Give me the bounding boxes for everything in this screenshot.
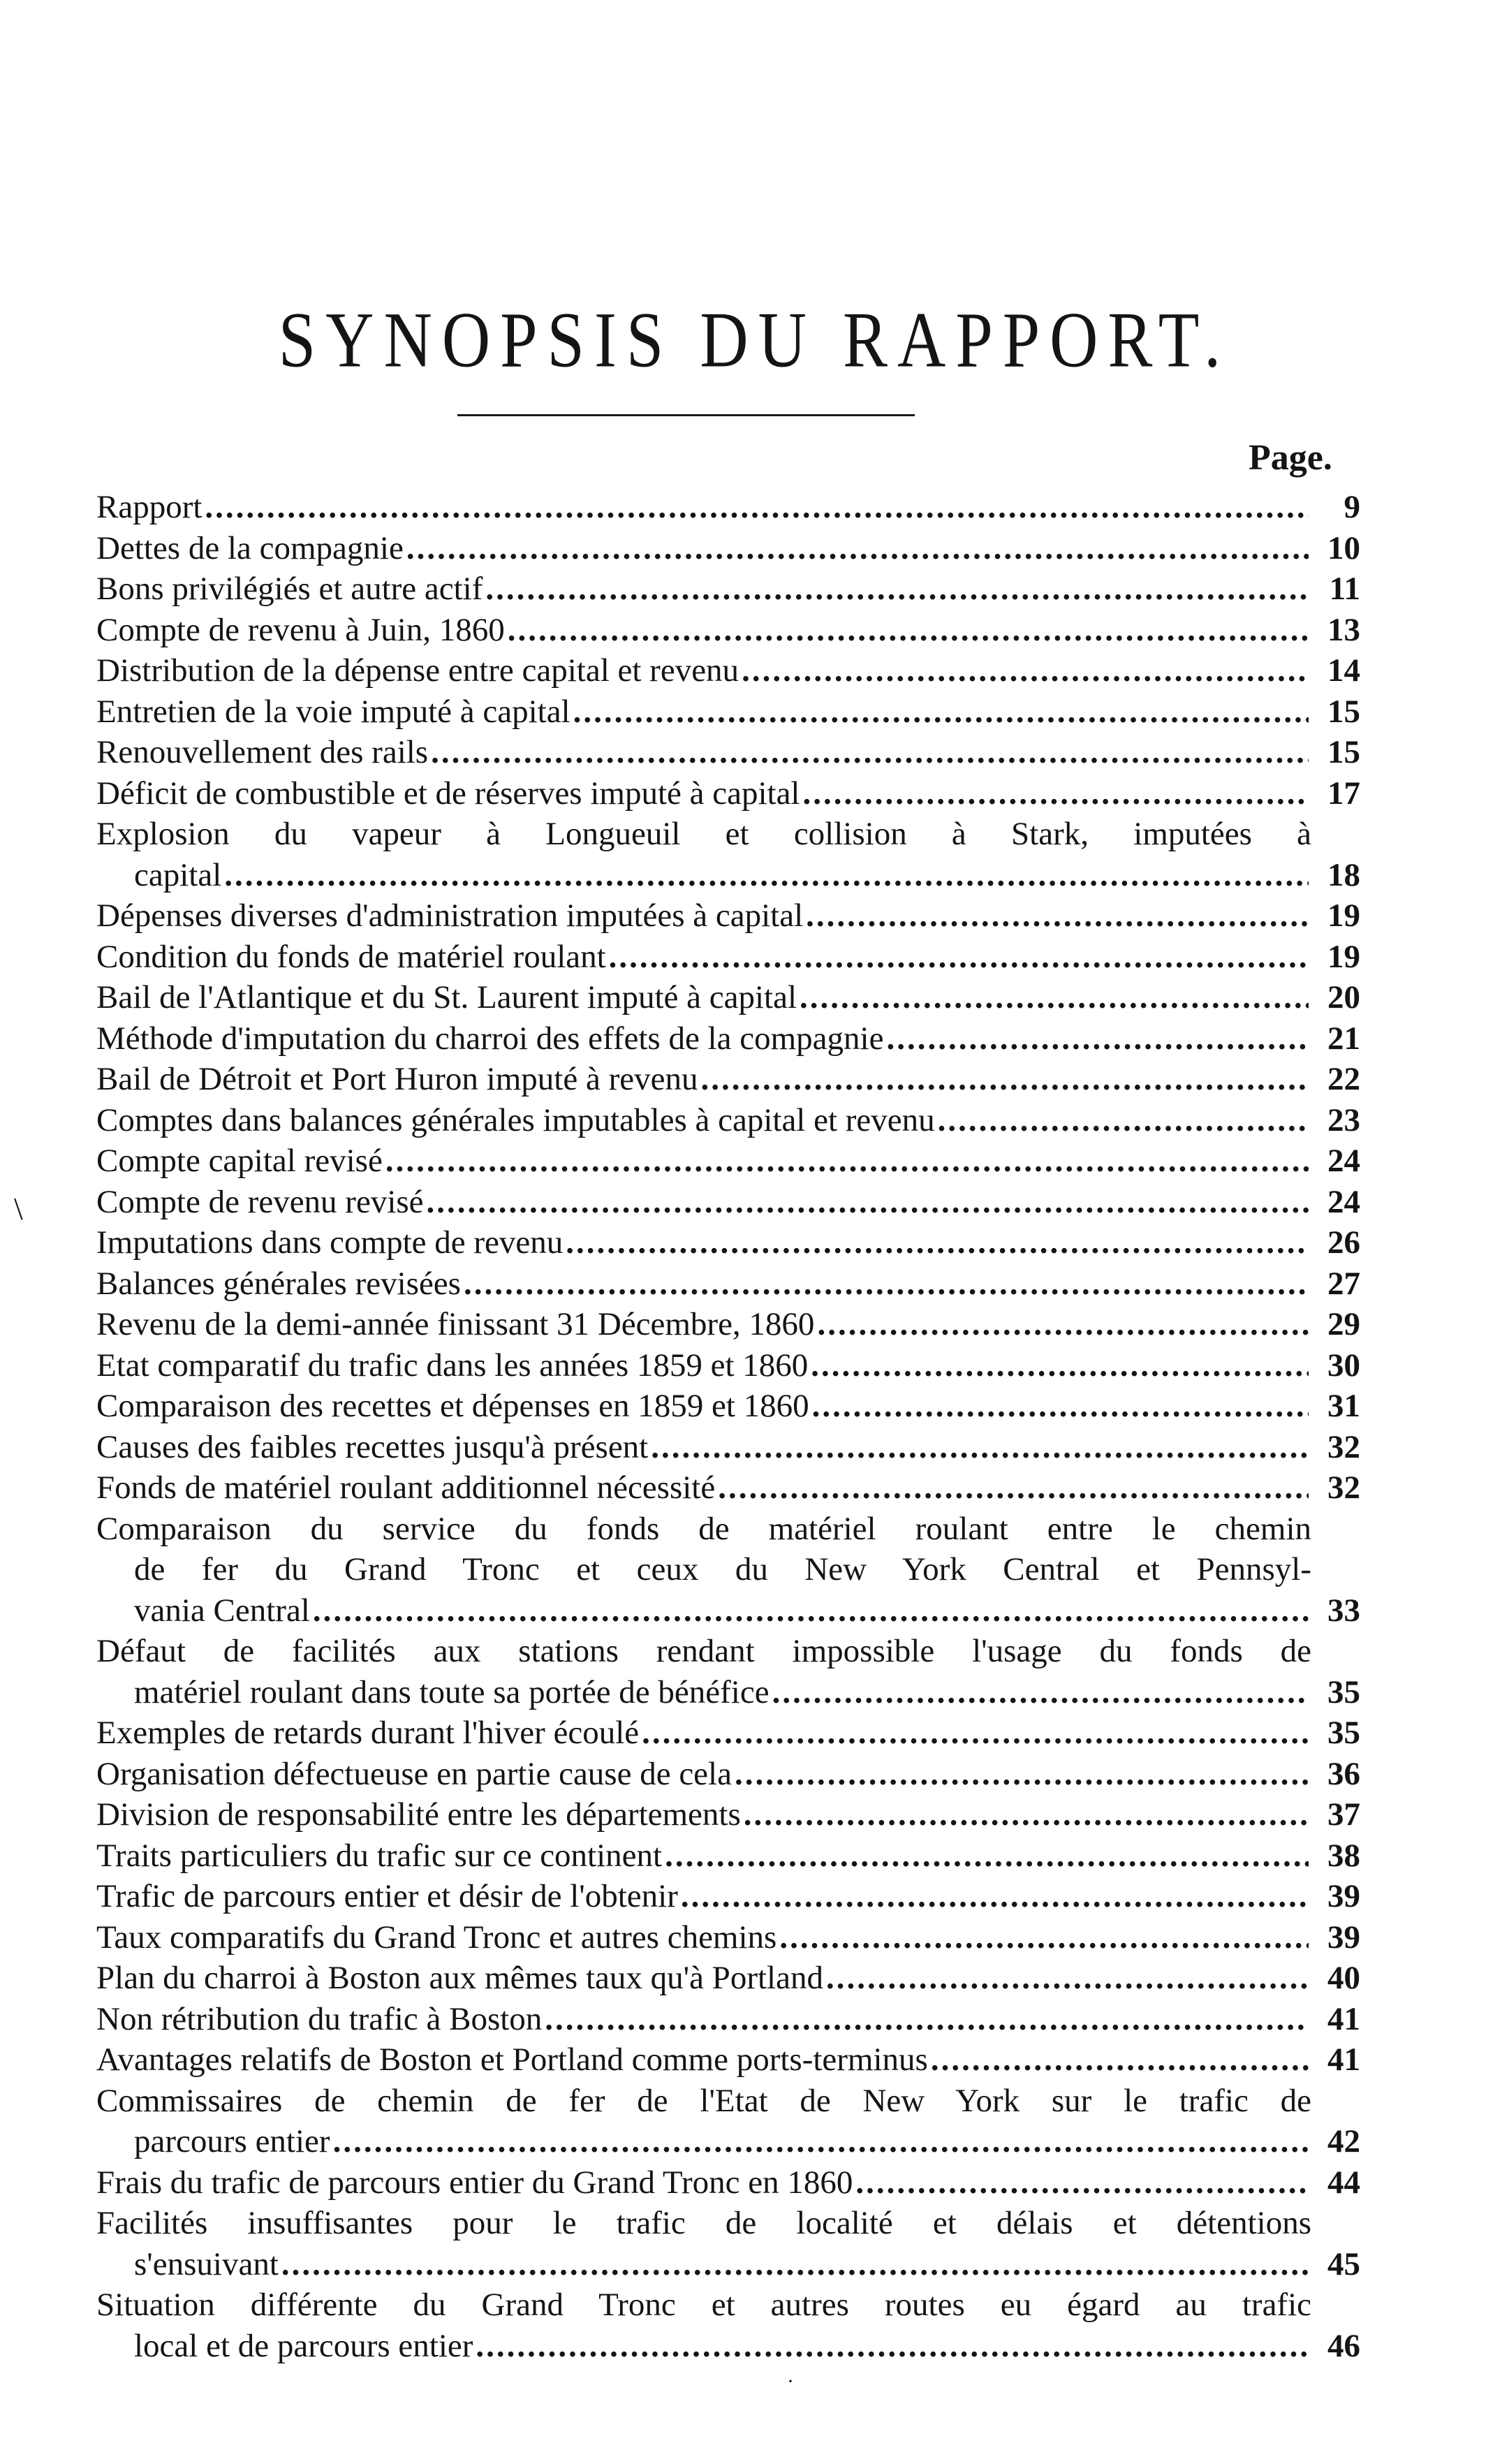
toc-entry (96, 1059, 1360, 1100)
toc-entry (96, 691, 1360, 733)
toc-entry-text: Compte de revenu à Juin, 1860 (96, 611, 505, 648)
dot-leader (681, 1876, 1309, 1917)
toc-entry-line (96, 487, 1311, 528)
dot-leader (427, 1182, 1309, 1223)
toc-entry-line (96, 569, 1311, 610)
toc-entry-text: Compte de revenu revisé (96, 1183, 424, 1220)
toc-entry-text: Plan du charroi à Boston aux mêmes taux qu'à Portland (96, 1960, 823, 1996)
toc-page-number: 30 (1327, 1347, 1360, 1384)
toc-entry-line (96, 1672, 1311, 1713)
toc-entry-line (96, 1345, 1311, 1386)
toc-entry-line (96, 895, 1311, 937)
dot-leader (333, 2121, 1309, 2162)
toc-entry-line (96, 1263, 1311, 1305)
dot-leader (938, 1100, 1309, 1141)
toc-entry-line (96, 610, 1311, 651)
toc-page-number: 37 (1327, 1796, 1360, 1833)
dot-leader (826, 1958, 1309, 1999)
toc-entry-line (96, 691, 1311, 733)
dot-leader (779, 1917, 1309, 1958)
toc-entry-text: matériel roulant dans toute sa portée de bénéfice (134, 1673, 770, 1710)
toc-entry-line (96, 1222, 1311, 1263)
toc-page-number: 39 (1327, 1878, 1360, 1914)
toc-entry-line (96, 1304, 1311, 1345)
dot-leader (700, 1059, 1309, 1100)
toc-page-number: 33 (1327, 1592, 1360, 1629)
toc-page-number: 19 (1327, 938, 1360, 975)
toc-entry-text: Taux comparatifs du Grand Tronc et autres chemins (96, 1919, 777, 1956)
toc-entry-line (96, 814, 1311, 855)
toc-page-number: 36 (1327, 1755, 1360, 1792)
toc-entry-line (96, 937, 1311, 978)
toc-entry (96, 1386, 1360, 1427)
toc-entry-text: Dettes de la compagnie (96, 529, 404, 566)
toc-entry (96, 937, 1360, 978)
toc-page-number: 27 (1327, 1265, 1360, 1302)
toc-page-number: 19 (1327, 897, 1360, 934)
toc-entry-text: Comparaison des recettes et dépenses en 1859 et 1860 (96, 1388, 809, 1424)
toc-entry-text: Non rétribution du trafic à Boston (96, 2000, 543, 2037)
toc-entry-text: local et de parcours entier (134, 2327, 473, 2364)
toc-entry (96, 1876, 1360, 1917)
toc-entry-line (96, 1182, 1311, 1223)
toc-entry-text: Bons privilégiés et autre actif (96, 571, 483, 607)
toc-page-number: 17 (1327, 775, 1360, 812)
toc-page-number: 13 (1327, 611, 1360, 648)
toc-entry (96, 1018, 1360, 1059)
dot-leader (931, 2039, 1309, 2081)
toc-entry-text: Etat comparatif du trafic dans les années 1859 et 1860 (96, 1347, 809, 1384)
toc-entry-text: Commissaires de chemin de fer de l'Etat de New York sur le trafic de (96, 2082, 1311, 2119)
dot-leader (431, 732, 1309, 773)
toc-entry-text: Organisation défectueuse en partie cause de cela (96, 1755, 732, 1792)
toc-entry-text: Bail de Détroit et Port Huron imputé à revenu (96, 1061, 698, 1097)
dot-leader (886, 1018, 1309, 1059)
toc-entry-line (96, 1141, 1311, 1182)
toc-entry-line (96, 1427, 1311, 1468)
toc-entry (96, 1100, 1360, 1141)
toc-entry-text: Situation différente du Grand Tronc et autres routes eu égard au trafic (96, 2287, 1311, 2323)
toc-page-number: 24 (1327, 1183, 1360, 1220)
toc-entry-text: Trafic de parcours entier et désir de l'obtenir (96, 1878, 678, 1914)
dot-leader (205, 487, 1309, 528)
toc-entry-line (96, 1100, 1311, 1141)
dot-leader (812, 1386, 1309, 1427)
toc-entry (96, 1999, 1360, 2040)
toc-page-number: 23 (1327, 1101, 1360, 1138)
toc-page-number: 41 (1327, 2000, 1360, 2037)
toc-entry-line (96, 1999, 1311, 2040)
toc-entry-text: Exemples de retards durant l'hiver écoulé (96, 1715, 640, 1751)
toc-entry (96, 2039, 1360, 2081)
toc-entry (96, 1917, 1360, 1958)
toc-page-number: 42 (1327, 2123, 1360, 2159)
page-title: SYNOPSIS DU RAPPORT. (278, 295, 1231, 384)
toc-entry (96, 569, 1360, 610)
toc-page-number: 35 (1327, 1715, 1360, 1751)
toc-entry (96, 1835, 1360, 1877)
toc-entry (96, 2203, 1360, 2285)
toc-entry-line (96, 732, 1311, 773)
dot-leader (735, 1754, 1309, 1795)
toc-entry-text: Comptes dans balances générales imputables à capital et revenu (96, 1101, 935, 1138)
dot-leader (718, 1467, 1309, 1509)
toc-entry (96, 1222, 1360, 1263)
toc-entry (96, 1509, 1360, 1631)
dot-leader (476, 2326, 1309, 2367)
toc-entry-text: Méthode d'imputation du charroi des effets de la compagnie (96, 1020, 884, 1057)
dot-leader (800, 977, 1309, 1018)
toc-entry (96, 2285, 1360, 2366)
title-rule (457, 414, 915, 416)
toc-entry-line (96, 2162, 1311, 2203)
toc-entry-text: Distribution de la dépense entre capital et revenu (96, 652, 739, 689)
toc-entry-text: Renouvellement des rails (96, 734, 429, 770)
toc-page-number: 32 (1327, 1428, 1360, 1465)
dot-leader (744, 1794, 1309, 1835)
toc-page-number: 46 (1327, 2327, 1360, 2364)
toc-entry (96, 2162, 1360, 2203)
toc-page-number: 31 (1327, 1388, 1360, 1424)
bottom-speck: · (787, 2370, 794, 2393)
dot-leader (406, 528, 1309, 569)
toc-entry-text: Défaut de facilités aux stations rendant impossible l'usage du fonds de (96, 1633, 1311, 1669)
toc-entry (96, 1754, 1360, 1795)
toc-entry-text: Rapport (96, 489, 203, 525)
toc-entry-text: Condition du fonds de matériel roulant (96, 938, 606, 975)
toc-entry-line (96, 1794, 1311, 1835)
toc-entry (96, 610, 1360, 651)
dot-leader (742, 650, 1309, 691)
toc-page-number: 39 (1327, 1919, 1360, 1956)
page-column-label: Page. (1249, 438, 1332, 478)
toc-entry-text: Balances générales revisées (96, 1265, 461, 1302)
toc-entry-line (96, 528, 1311, 569)
toc-entry-line (96, 1713, 1311, 1754)
dot-leader (642, 1713, 1309, 1754)
toc-entry-text: Division de responsabilité entre les départements (96, 1796, 741, 1833)
toc-entry-line (96, 1509, 1311, 1550)
toc-entry-text: Compte capital revisé (96, 1143, 383, 1179)
toc-entry (96, 487, 1360, 528)
toc-entry-line (96, 773, 1311, 814)
dot-leader (281, 2244, 1309, 2285)
toc-entry (96, 1427, 1360, 1468)
toc-entry-line (96, 1386, 1311, 1427)
toc-page-number: 44 (1327, 2164, 1360, 2201)
toc-entry-text: Avantages relatifs de Boston et Portland comme ports-terminus (96, 2041, 928, 2078)
toc-entry (96, 1713, 1360, 1754)
toc-entry-line (96, 2203, 1311, 2244)
toc-page-number: 40 (1327, 1960, 1360, 1996)
toc-page-number: 15 (1327, 693, 1360, 730)
toc-entry (96, 814, 1360, 895)
toc-entry (96, 895, 1360, 937)
toc-entry-line (96, 1467, 1311, 1509)
toc-entry-text: s'ensuivant (134, 2245, 279, 2282)
toc-page-number: 10 (1327, 529, 1360, 566)
dot-leader (803, 773, 1309, 814)
dot-leader (772, 1672, 1309, 1713)
toc-page-number: 38 (1327, 1837, 1360, 1874)
dot-leader (508, 610, 1309, 651)
toc-entry-text: de fer du Grand Tronc et ceux du New York Central et Pennsyl- (134, 1551, 1311, 1587)
dot-leader (485, 569, 1309, 610)
toc-entry-line (96, 2121, 1311, 2162)
toc-entry (96, 650, 1360, 691)
toc-entry-line (96, 1590, 1311, 1631)
toc-entry-line (96, 1018, 1311, 1059)
toc-entry-line (96, 1631, 1311, 1672)
toc-entry-line (96, 2244, 1311, 2285)
toc-page-number: 11 (1329, 571, 1360, 607)
toc-entry-text: Entretien de la voie imputé à capital (96, 693, 571, 730)
toc-entry-text: Comparaison du service du fonds de matériel roulant entre le chemin (96, 1510, 1311, 1547)
toc-entry-line (96, 1958, 1311, 1999)
toc-entry-line (96, 1059, 1311, 1100)
toc-entry (96, 1304, 1360, 1345)
toc-entry (96, 1141, 1360, 1182)
toc-entry-text: Facilités insuffisantes pour le trafic de localité et délais et détentions (96, 2205, 1311, 2241)
toc-entry-text: Déficit de combustible et de réserves imputé à capital (96, 775, 800, 812)
toc-page-number: 41 (1327, 2041, 1360, 2078)
toc-entry (96, 1631, 1360, 1713)
dot-leader (566, 1222, 1309, 1263)
toc-entry (96, 1182, 1360, 1223)
dot-leader (385, 1141, 1309, 1182)
dot-leader (545, 1999, 1309, 2040)
toc-page-number: 32 (1327, 1469, 1360, 1506)
toc-entry-line (96, 2285, 1311, 2326)
toc-entry-text: Dépenses diverses d'administration imputées à capital (96, 897, 804, 934)
toc-page-number: 14 (1327, 652, 1360, 689)
toc-entry-text: Imputations dans compte de revenu (96, 1224, 564, 1261)
toc-entry (96, 2081, 1360, 2162)
toc-page-number: 26 (1327, 1224, 1360, 1261)
toc-entry-text: Traits particuliers du trafic sur ce continent (96, 1837, 663, 1874)
table-of-contents (96, 487, 1360, 2366)
toc-entry-line (96, 2081, 1311, 2122)
dot-leader (817, 1304, 1309, 1345)
dot-leader (313, 1590, 1309, 1631)
toc-page-number: 24 (1327, 1143, 1360, 1179)
toc-page-number: 9 (1344, 489, 1360, 525)
toc-page-number: 18 (1327, 856, 1360, 893)
toc-page-number: 20 (1327, 979, 1360, 1015)
dot-leader (464, 1263, 1309, 1305)
toc-entry-text: Explosion du vapeur à Longueuil et collision à Stark, imputées à (96, 816, 1311, 852)
toc-entry-text: parcours entier (134, 2123, 330, 2159)
toc-page-number: 35 (1327, 1673, 1360, 1710)
dot-leader (811, 1345, 1309, 1386)
toc-entry (96, 1958, 1360, 1999)
toc-entry (96, 977, 1360, 1018)
toc-entry-line (96, 855, 1311, 896)
toc-entry-text: Revenu de la demi-année finissant 31 Décembre, 1860 (96, 1306, 815, 1342)
toc-entry-line (96, 1754, 1311, 1795)
toc-entry-line (96, 1876, 1311, 1917)
toc-page-number: 22 (1327, 1061, 1360, 1097)
toc-entry (96, 528, 1360, 569)
toc-entry-line (96, 1835, 1311, 1877)
toc-page-number: 45 (1327, 2245, 1360, 2282)
dot-leader (573, 691, 1309, 733)
margin-mark: \ (14, 1191, 23, 1226)
toc-entry (96, 1467, 1360, 1509)
toc-page-number: 21 (1327, 1020, 1360, 1057)
dot-leader (609, 937, 1309, 978)
toc-entry-text: Bail de l'Atlantique et du St. Laurent imputé à capital (96, 979, 797, 1015)
toc-entry-line (96, 650, 1311, 691)
dot-leader (224, 855, 1309, 896)
toc-entry-line (96, 977, 1311, 1018)
toc-entry (96, 732, 1360, 773)
toc-entry-line (96, 1917, 1311, 1958)
toc-entry (96, 1794, 1360, 1835)
dot-leader (651, 1427, 1309, 1468)
toc-entry-text: vania Central (134, 1592, 310, 1629)
toc-entry (96, 1345, 1360, 1386)
toc-entry-text: Causes des faibles recettes jusqu'à présent (96, 1428, 649, 1465)
dot-leader (806, 895, 1309, 937)
toc-page-number: 15 (1327, 734, 1360, 770)
dot-leader (855, 2162, 1309, 2203)
toc-entry-line (96, 1549, 1311, 1590)
toc-entry (96, 1263, 1360, 1305)
toc-entry (96, 773, 1360, 814)
toc-entry-line (96, 2039, 1311, 2081)
toc-entry-line (96, 2326, 1311, 2367)
toc-entry-text: Fonds de matériel roulant additionnel nécessité (96, 1469, 716, 1506)
toc-entry-text: capital (134, 856, 222, 893)
toc-entry-text: Frais du trafic de parcours entier du Grand Tronc en 1860 (96, 2164, 853, 2201)
dot-leader (665, 1835, 1309, 1877)
toc-page-number: 29 (1327, 1306, 1360, 1342)
